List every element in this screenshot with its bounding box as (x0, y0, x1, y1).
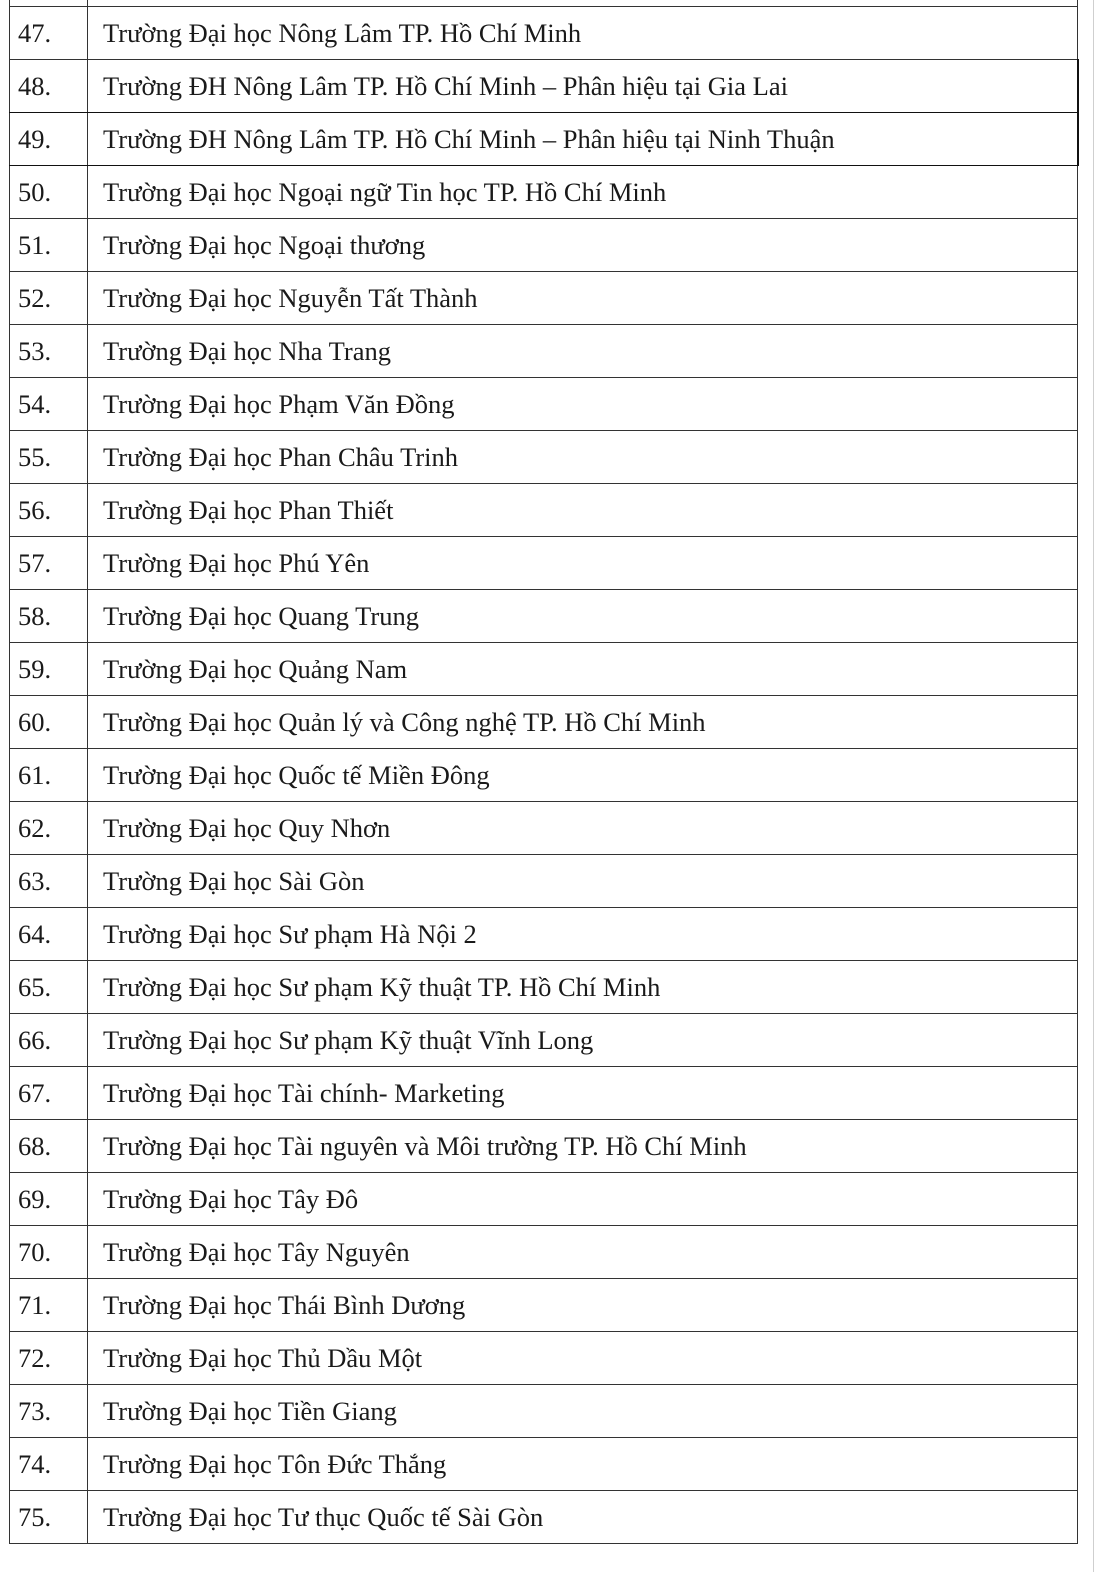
university-name-cell: Trường Đại học Thái Bình Dương (88, 1279, 1078, 1332)
row-number-cell: 47. (10, 7, 88, 60)
table-row (10, 590, 1078, 643)
row-number-cell: 58. (10, 590, 88, 643)
table-row (10, 219, 1078, 272)
university-name-cell: Trường Đại học Tây Đô (88, 1173, 1078, 1226)
row-number-cell: 67. (10, 1067, 88, 1120)
row-number-cell: 61. (10, 749, 88, 802)
row-number-cell: 64. (10, 908, 88, 961)
table-row (10, 484, 1078, 537)
university-name-cell: Trường Đại học Phạm Văn Đồng (88, 378, 1078, 431)
table-row (10, 7, 1078, 60)
university-list-table (9, 0, 1079, 1544)
university-name-cell: Trường Đại học Tài chính- Marketing (88, 1067, 1078, 1120)
row-number-cell: 60. (10, 696, 88, 749)
table-row (10, 908, 1078, 961)
row-number-cell: 71. (10, 1279, 88, 1332)
university-name-cell: Trường Đại học Quang Trung (88, 590, 1078, 643)
page-edge-divider (1093, 0, 1094, 1572)
row-number-cell: 59. (10, 643, 88, 696)
table-row (10, 1067, 1078, 1120)
university-name-cell: Trường Đại học Sư phạm Kỹ thuật Vĩnh Long (88, 1014, 1078, 1067)
row-number-cell: 70. (10, 1226, 88, 1279)
table-row (10, 113, 1078, 166)
university-name-cell: Trường ĐH Nông Lâm TP. Hồ Chí Minh – Phân hiệu tại Gia Lai (88, 60, 1078, 113)
row-number-cell: 50. (10, 166, 88, 219)
table-row (10, 378, 1078, 431)
university-name-cell: Trường Đại học Tài nguyên và Môi trường TP. Hồ Chí Minh (88, 1120, 1078, 1173)
row-number-cell: 73. (10, 1385, 88, 1438)
table-row (10, 749, 1078, 802)
university-name-cell: Trường ĐH Nông Lâm TP. Hồ Chí Minh – Phân hiệu tại Ninh Thuận (88, 113, 1078, 166)
table-row (10, 325, 1078, 378)
table-row (10, 272, 1078, 325)
university-name-cell: Trường Đại học Phú Yên (88, 537, 1078, 590)
university-name-cell: Trường Đại học Sài Gòn (88, 855, 1078, 908)
table-row (10, 166, 1078, 219)
table-row (10, 643, 1078, 696)
university-name-cell: Trường Đại học Quy Nhơn (88, 802, 1078, 855)
table-row (10, 1120, 1078, 1173)
row-number-cell: 51. (10, 219, 88, 272)
table-row (10, 537, 1078, 590)
table-row (10, 60, 1078, 113)
table-row (10, 1491, 1078, 1544)
row-number-cell: 62. (10, 802, 88, 855)
table-row (10, 1014, 1078, 1067)
table-row (10, 1226, 1078, 1279)
row-number-cell: 54. (10, 378, 88, 431)
table-row (10, 1279, 1078, 1332)
row-number-cell: 74. (10, 1438, 88, 1491)
row-number-cell: 57. (10, 537, 88, 590)
row-number-cell: 48. (10, 60, 88, 113)
table-row (10, 1332, 1078, 1385)
university-name-cell: Trường Đại học Quản lý và Công nghệ TP. Hồ Chí Minh (88, 696, 1078, 749)
university-name-cell: Trường Đại học Thủ Dầu Một (88, 1332, 1078, 1385)
table-row (10, 696, 1078, 749)
table-row (10, 1438, 1078, 1491)
university-name-cell: Trường Đại học Tư thục Quốc tế Sài Gòn (88, 1491, 1078, 1544)
table-row (10, 1173, 1078, 1226)
university-name-cell: Trường Đại học Nha Trang (88, 325, 1078, 378)
row-number-cell: 68. (10, 1120, 88, 1173)
university-name-cell: Trường Đại học Tiền Giang (88, 1385, 1078, 1438)
university-name-cell: Trường Đại học Phan Thiết (88, 484, 1078, 537)
university-name-cell: Trường Đại học Tôn Đức Thắng (88, 1438, 1078, 1491)
university-name-cell: Trường Đại học Nguyễn Tất Thành (88, 272, 1078, 325)
row-number-cell: 49. (10, 113, 88, 166)
row-number-cell: 75. (10, 1491, 88, 1544)
row-number-cell: 53. (10, 325, 88, 378)
table-row (10, 961, 1078, 1014)
university-name-cell: Trường Đại học Quảng Nam (88, 643, 1078, 696)
university-name-cell: Trường Đại học Ngoại thương (88, 219, 1078, 272)
university-name-cell: Trường Đại học Sư phạm Hà Nội 2 (88, 908, 1078, 961)
row-number-cell: 55. (10, 431, 88, 484)
university-name-cell: Trường Đại học Tây Nguyên (88, 1226, 1078, 1279)
university-list-table-container (9, 0, 1077, 1544)
table-row (10, 855, 1078, 908)
table-row (10, 802, 1078, 855)
university-name-cell: Trường Đại học Phan Châu Trinh (88, 431, 1078, 484)
row-number-cell: 63. (10, 855, 88, 908)
table-row (10, 431, 1078, 484)
row-number-cell: 66. (10, 1014, 88, 1067)
row-number-cell: 56. (10, 484, 88, 537)
table-body (10, 0, 1078, 1544)
university-name-cell: Trường Đại học Sư phạm Kỹ thuật TP. Hồ Chí Minh (88, 961, 1078, 1014)
university-name-cell: Trường Đại học Ngoại ngữ Tin học TP. Hồ Chí Minh (88, 166, 1078, 219)
row-number-cell: 65. (10, 961, 88, 1014)
row-number-cell: 69. (10, 1173, 88, 1226)
university-name-cell: Trường Đại học Nông Lâm TP. Hồ Chí Minh (88, 7, 1078, 60)
row-number-cell: 72. (10, 1332, 88, 1385)
row-number-cell: 52. (10, 272, 88, 325)
table-row (10, 1385, 1078, 1438)
university-name-cell: Trường Đại học Quốc tế Miền Đông (88, 749, 1078, 802)
